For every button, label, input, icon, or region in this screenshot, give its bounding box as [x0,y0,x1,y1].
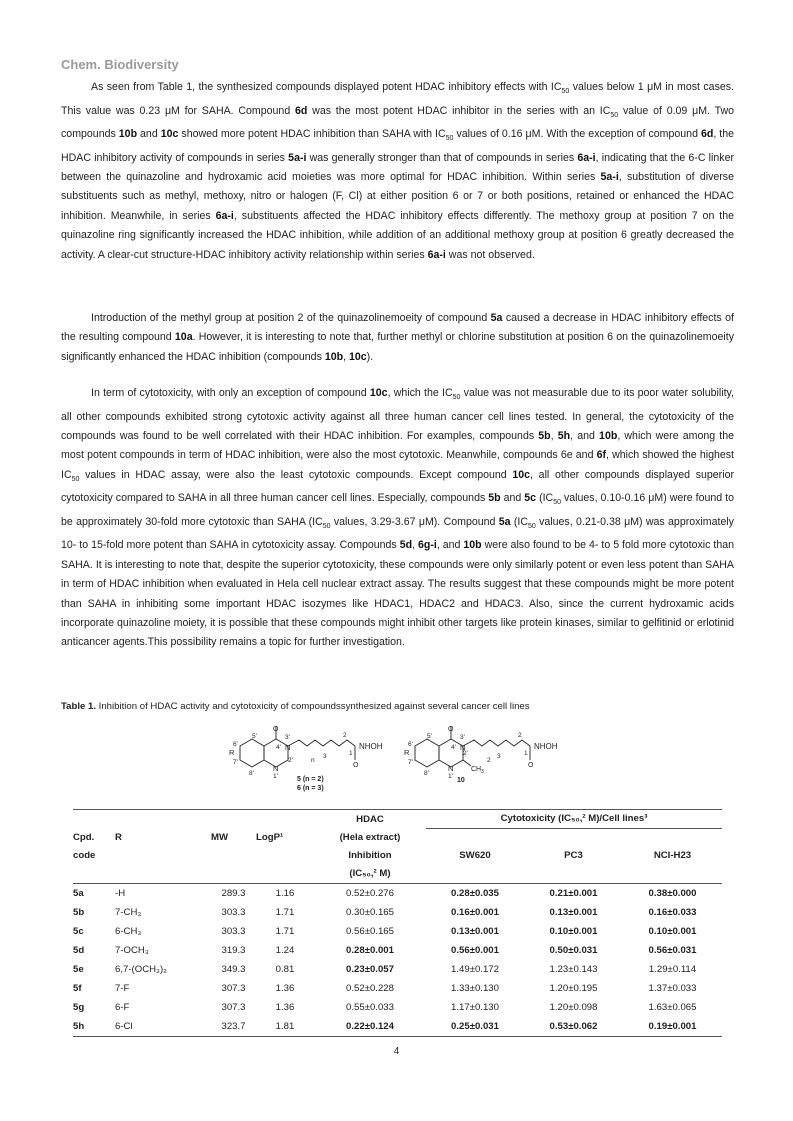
cell-logp: 1.16 [275,887,295,899]
text-run: , and [436,539,464,552]
cell-code: 5a [73,887,84,899]
svg-text:8': 8' [424,770,429,777]
cell-sw620: 1.33±0.130 [451,982,499,994]
svg-text:1: 1 [524,750,528,757]
text-run: , which were among the most potent compounds in term of HDAC inhibition, were also the most cytotoxic. Meanwhile, compounds 6e and [61,429,734,462]
header-mw: MW [211,831,229,843]
compound-ref: 6a-i [215,209,234,222]
text-run: , indicating that the 6-C linker between the quinazoline and hydroxamic acid moieties was more optimal for HDAC inhibition. Within series [61,151,735,183]
text-run: value of 0.09 μM. Two compounds [61,104,734,141]
compound-ref: 10c [369,387,388,399]
cell-r: 7-CH₃ [115,906,142,918]
subscript: 50 [322,522,331,530]
svg-text:1': 1' [273,773,278,780]
table-row [73,903,722,922]
cell-hdac: 0.55±0.033 [346,1001,394,1013]
cell-mw: 349.3 [221,963,246,975]
table-caption-label: Table 1. [61,701,97,712]
text-run: values below 1 μM in most cases. This value was 0.23 μM for SAHA. Compound [61,81,735,117]
header-nci-h23: NCI-H23 [653,849,692,861]
cell-hdac: 0.22±0.124 [346,1020,394,1032]
cell-sw620: 0.56±0.001 [451,944,499,956]
svg-text:5': 5' [427,733,432,740]
text-run: values of 0.16 μM. With the exception of compound [453,128,701,141]
nhoh-label-right: NHOH [534,742,558,751]
subscript: 50 [445,135,454,143]
compound-ref: 6a-i [427,248,446,261]
svg-text:n: n [311,757,315,764]
text-run: , which the IC [387,387,453,399]
svg-text:5': 5' [252,733,257,740]
text-run: , [343,350,349,363]
page-number: 4 [393,1046,400,1057]
svg-text:2': 2' [463,750,468,757]
svg-text:4': 4' [276,744,281,751]
header-logp: LogP¹ [256,831,284,843]
cell-sw620: 0.28±0.035 [451,887,499,899]
cell-mw: 289.3 [221,887,246,899]
activity-table [73,809,722,1037]
cell-hdac: 0.52±0.276 [346,887,394,899]
svg-text:CH: CH [471,766,482,773]
cell-r: 6-CH₃ [115,925,142,937]
svg-text:1: 1 [349,750,353,757]
compound-ref: 5a-i [288,151,307,164]
cell-pc3: 0.53±0.062 [549,1020,598,1032]
compound-ref: 5h [557,429,571,442]
svg-text:7': 7' [233,759,238,766]
cell-nci-h23: 1.29±0.114 [648,963,697,975]
compound-ref: 5b [538,429,551,442]
text-run: was not observed. [445,248,535,261]
compound-ref: 5a-i [600,170,619,183]
cell-r: 7-OCH₃ [115,944,149,956]
cell-mw: 303.3 [221,906,246,918]
cell-mw: 323.7 [221,1020,246,1032]
header-hdac-2: (Hela extract) [339,831,401,843]
svg-text:O: O [353,762,359,769]
header-sw620: SW620 [459,849,491,861]
text-run: , and [570,429,600,442]
cell-nci-h23: 0.10±0.001 [648,925,697,937]
compound-ref: 10c [512,468,531,481]
text-run: and [137,128,161,141]
cell-sw620: 0.16±0.001 [451,906,499,918]
subscript: 50 [527,522,536,530]
table-row [73,883,722,903]
svg-text:2': 2' [288,757,293,764]
compound-label-10: 10 [457,777,465,784]
cell-nci-h23: 0.56±0.031 [648,944,697,956]
compound-ref: 10c [348,350,367,363]
compound-ref: 6a-i [577,151,596,164]
svg-text:3': 3' [460,734,465,741]
table-row [73,960,722,979]
cell-code: 5h [73,1020,85,1032]
table-row [73,941,722,960]
svg-text:R: R [229,748,235,757]
cell-hdac: 0.52±0.228 [346,982,394,994]
svg-text:8': 8' [249,770,254,777]
compound-label-6: 6 (n = 3) [297,785,324,792]
svg-text:O: O [273,726,279,733]
text-run: As seen from Table 1, the synthesized compounds displayed potent HDAC inhibitory effects with IC [91,81,562,93]
cell-logp: 1.36 [275,1001,295,1013]
svg-text:1': 1' [448,773,453,780]
svg-text:7': 7' [408,759,413,766]
svg-text:3': 3' [285,734,290,741]
compound-ref: 5a [490,312,503,324]
cell-pc3: 1.20±0.098 [549,1001,598,1013]
table-row [73,922,722,941]
text-run: (IC [510,515,528,528]
cell-pc3: 0.50±0.031 [549,944,598,956]
svg-text:N: N [273,764,279,773]
header-hdac-3: Inhibition [348,849,392,861]
cell-sw620: 1.49±0.172 [451,963,499,975]
text-run: , [550,429,558,442]
subscript: 50 [71,475,80,483]
svg-text:R: R [404,748,410,757]
cell-mw: 303.3 [221,925,246,937]
cell-hdac: 0.56±0.165 [346,925,394,937]
subscript: 50 [561,88,570,96]
cell-logp: 1.24 [275,944,295,956]
paragraph-hdac-results [61,78,734,265]
svg-text:4': 4' [451,744,456,751]
text-run: value was not measurable due to its poor water solubility, all other compounds exhibited strong cytotoxic activity against all three human cancer cell lines tested. In general, the cytotoxicity of the compounds was found to be well correlated with their HDAC inhibition. For examples, compounds [61,387,734,442]
svg-text:N: N [285,743,291,752]
cell-code: 5c [73,925,84,937]
compound-ref: 10b [599,429,618,442]
text-run: (IC [536,492,554,505]
table-caption-text: Inhibition of HDAC activity and cytotoxicity of compoundssynthesized against several cancer cell lines [96,701,530,712]
svg-text:2: 2 [343,732,347,739]
cell-pc3: 0.10±0.001 [549,925,598,937]
text-run: . However, it is interesting to note that, further methyl or chlorine substitution at position 6 on the quinazolinemoeity significantly enhanced the HDAC inhibition (compounds [61,331,735,363]
svg-text:O: O [448,726,454,733]
text-run: values in HDAC assay, were also the least cytotoxic compounds. Except compound [79,468,513,481]
cell-logp: 0.81 [275,963,295,975]
cell-pc3: 0.21±0.001 [549,887,598,899]
compound-ref: 6g-i [417,539,437,552]
svg-text:3: 3 [323,753,327,760]
text-run: and [500,492,525,505]
cell-code: 5d [73,944,85,956]
compound-ref: 10b [463,539,482,552]
cell-nci-h23: 0.16±0.033 [648,906,697,918]
cell-mw: 307.3 [221,1001,246,1013]
cell-r: -H [115,887,126,899]
text-run: was the most potent HDAC inhibitor in the series with an IC [307,104,611,117]
svg-text:N: N [460,743,466,752]
text-run: values, 3.29-3.67 μM). Compound [330,515,499,528]
cell-pc3: 1.20±0.195 [549,982,598,994]
cell-code: 5f [73,982,82,994]
svg-text:N: N [448,764,454,773]
cell-hdac: 0.28±0.001 [346,944,394,956]
svg-text:6': 6' [408,741,413,748]
compound-ref: 10c [160,128,179,141]
cell-r: 6-F [115,1001,130,1013]
compound-ref: 10b [324,350,344,363]
text-run: , all other compounds displayed superior cytotoxicity compared to SAHA in all three human cancer cell lines. Especially, compounds [61,468,734,505]
compound-ref: 5c [524,492,537,505]
compound-ref: 10a [174,331,193,344]
cell-sw620: 0.13±0.001 [451,925,499,937]
journal-header: Chem. Biodiversity [61,57,179,72]
cell-hdac: 0.23±0.057 [346,963,394,975]
cell-r: 6,7-(OCH₃)₂ [115,963,167,975]
cell-logp: 1.36 [275,982,295,994]
table-row [73,1017,722,1037]
cell-nci-h23: 0.38±0.000 [648,887,697,899]
svg-text:3: 3 [497,753,501,760]
header-cytotoxicity: Cytotoxicity (IC₅₀,² M)/Cell lines³ [426,810,722,829]
compound-ref: 6f [596,449,607,462]
compound-label-5: 5 (n = 2) [297,776,324,783]
cell-nci-h23: 0.19±0.001 [648,1020,697,1032]
cell-r: 7-F [115,982,130,994]
header-cpd-2: code [73,849,96,861]
table-row [73,979,722,998]
header-r: R [115,831,122,843]
text-run: were also found to be 4- to 5 fold more cytotoxic than SAHA. It is interesting to note that, despite the superior cytotoxicity, these compounds were only similarly potent or even less potent than SAHA in term of HDAC inhibition when evaluated in Hela cell nuclear extract assay. The results suggest that these compounds might be more potent than SAHA in inhibiting some important HDAC isozymes like HDAC1, HDAC2 and HDAC3. Also, since the current hydroxamic acids incorporate quinazoline moiety, it is possible that these compounds might inhibit other targets like protein kinases, similar to gelfitinid or erlotinid anticancer agents.This possibility remains a topic for further investigation. [61,539,735,649]
nhoh-label-left: NHOH [359,742,383,751]
svg-text:O: O [528,762,534,769]
svg-text:2: 2 [518,732,522,739]
text-run: showed more potent HDAC inhibition than SAHA with IC [178,128,446,141]
cell-code: 5g [73,1001,85,1013]
table-row [73,998,722,1017]
compound-ref: 6d [700,128,714,141]
header-cpd-1: Cpd. [73,831,95,843]
cell-logp: 1.71 [275,925,295,937]
compound-ref: 5a [498,515,511,528]
cell-logp: 1.81 [275,1020,295,1032]
compound-ref: 10b [118,128,138,141]
table-caption [61,701,530,712]
cell-r: 6-Cl [115,1020,133,1032]
paragraph-methyl-substitution [61,309,734,367]
compound-ref: 5d [399,539,413,552]
compound-ref: 6d [295,104,308,117]
paragraph-cytotoxicity [61,384,734,653]
text-run: values, 0.21-0.38 μM) was approximately 10- to 15-fold more potent than SAHA in cytotoxicity assay. Compounds [61,515,734,552]
text-run: was generally stronger than that of compounds in series [306,151,578,164]
header-hdac-4: (IC₅₀,² M) [349,867,391,879]
cell-pc3: 0.13±0.001 [549,906,598,918]
svg-text:2: 2 [487,757,491,764]
header-hdac-1: HDAC [356,813,384,825]
text-run: , which showed the highest IC [61,449,734,481]
text-run: In term of cytotoxicity, with only an exception of compound [91,387,370,399]
cell-sw620: 0.25±0.031 [451,1020,499,1032]
subscript: 50 [452,394,461,402]
header-cpd [73,810,115,829]
compound-ref: 5b [488,492,501,505]
cell-nci-h23: 1.63±0.065 [648,1001,697,1013]
cell-code: 5b [73,906,85,918]
structure-10 [415,726,530,767]
text-run: , substituents affected the HDAC inhibitory effects differently. The methoxy group at position 7 on the quinazoline ring significantly increased the HDAC inhibition, while addition of an additional methoxy group at position 6 greatly decreased the activity. A clear-cut structure-HDAC inhibitory activity relationship within series [61,209,735,261]
cell-logp: 1.71 [275,906,295,918]
text-run: , the HDAC inhibitory activity of compounds in series [61,128,735,164]
cell-pc3: 1.23±0.143 [549,963,598,975]
svg-text:6': 6' [233,741,238,748]
subscript: 50 [610,111,619,119]
subscript: 50 [553,499,561,507]
cell-mw: 307.3 [221,982,246,994]
text-run: , [412,539,418,552]
svg-text:3: 3 [481,769,484,775]
cell-hdac: 0.30±0.165 [346,906,394,918]
text-run: Introduction of the methyl group at position 2 of the quinazolinemoeity of compound [91,312,491,324]
text-run: values, 0.10-0.16 μM) were found to be approximately 30-fold more cytotoxic than SAHA (IC [61,492,734,528]
cell-nci-h23: 1.37±0.033 [648,982,697,994]
header-pc3: PC3 [564,849,583,861]
cell-sw620: 1.17±0.130 [451,1001,499,1013]
text-run: ). [366,350,374,363]
text-run: , substitution of diverse substituents such as methyl, methoxy, nitro or halogen (F, Cl) at either position 6 or 7 or both positions, retained or enhanced the HDAC inhibition. Meanwhile, in series [61,170,734,222]
cell-code: 5e [73,963,84,975]
cell-mw: 319.3 [221,944,246,956]
structure-5-6 [240,726,355,767]
text-run: caused a decrease in HDAC inhibitory effects of the resulting compound [61,312,734,344]
chemical-structure [225,722,585,798]
